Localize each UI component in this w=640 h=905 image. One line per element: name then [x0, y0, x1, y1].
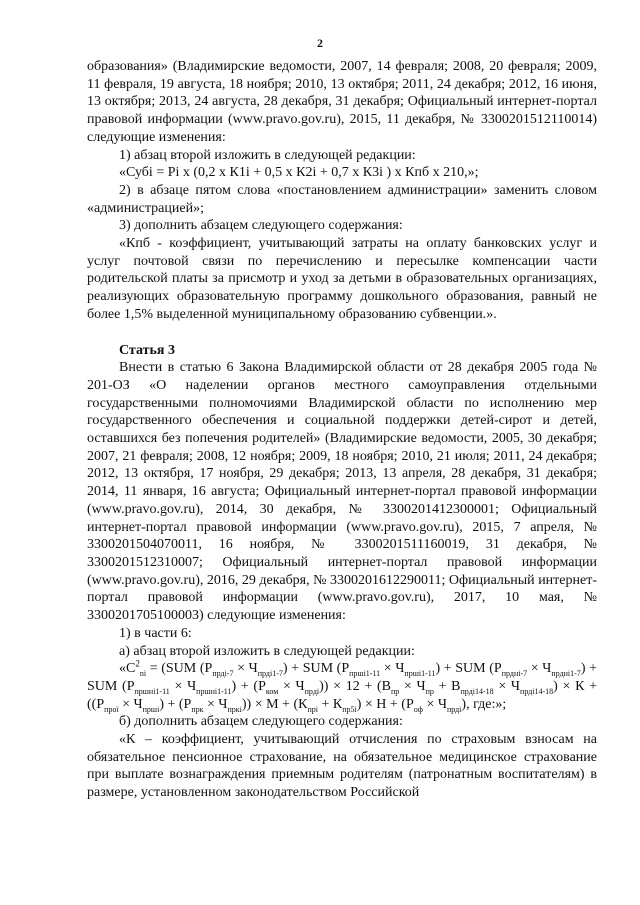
page-number: 2 [317, 36, 323, 50]
article3-item1a: а) абзац второй изложить в следующей редакции: [119, 643, 415, 659]
article3-item1b: б) дополнить абзацем следующего содержания: [119, 714, 403, 730]
article3-intro: Внести в статью 6 Закона Владимирской области от 28 декабря 2005 года № 201-ОЗ «О наделении органов местного самоуправления отдельными государственными полномочиями Владимирской области по исполнению мер государственного обеспечения и социальной поддержки детей-сирот и детей, оставшихся без попечения родителей» (Владимирские ведомости, 2005, 30 декабря; 2007, 21 февраля; 2008, 12 ноября; 2009, 18 ноября; 2010, 21 июля; 2011, 24 декабря; 2012, 13 октября, 17 ноября, 29 декабря; 2013, 13 апреля, 28 декабря, 31 декабря; 2014, 11 января, 16 августа; Официальный интернет-портал правовой информации (www.pravo.gov.ru), 2014, 30 декабря, № 3300201412300001; Официальный интернет-портал правовой информации (www.pravo.gov.ru), 2015, 7 апреля, № 3300201504070011, 16 ноября, № 3300201511160019, 31 декабря, № 3300201512310007; Официальный интернет-портал правовой информации (www.pravo.gov.ru), 2016, 29 декабря, № 3300201612290011; Официальный интернет-портал правовой информации (www.pravo.gov.ru), 2017, 10 мая, № 3300201705100003) следующие изменения: [87, 360, 597, 624]
article3-heading: Статья 3 [119, 342, 175, 358]
article2-kpb-text: «Кпб - коэффициент, учитывающий затраты на оплату банковских услуг и услуг почтовой связи по перечислению и пересылке компенсации части родительской платы за присмотр и уход за детьми в образовательных организациях, реализующих образовательную программу дошкольного образования, равный не более 1,5% выделенной муниципальному образованию субвенции.». [87, 236, 597, 322]
article3-item1: 1) в части 6: [119, 625, 192, 641]
article2-intro: образования» (Владимирские ведомости, 2007, 14 февраля; 2008, 20 февраля; 2009, 11 февраля, 19 августа, 18 ноября; 2010, 13 октября; 2011, 24 декабря; 2012, 16 июня, 13 октября; 2013, 24 августа, 28 декабря, 31 декабря; Официальный интернет-портал правовой информации (www.pravo.gov.ru), 2015, 11 декабря, № 3300201512110014) следующие изменения: [87, 59, 597, 145]
article2-formula: «Субі = Рі х (0,2 х К1і + 0,5 х К2і + 0,7 х К3і ) х Кпб х 210,»; [119, 165, 479, 181]
article2-item3: 3) дополнить абзацем следующего содержания: [119, 218, 403, 234]
document-body [87, 58, 597, 802]
article2-item2: 2) в абзаце пятом слова «постановлением администрации» заменить словом «администрацией»; [87, 182, 597, 216]
article3-k-text: «К – коэффициент, учитывающий отчисления по страховым взносам на обязательное пенсионное страхование, на обязательное медицинское страхование при выплате вознаграждения приемным родителям (патронатным воспитателям) в размере, установленном законодательством Российской [87, 732, 597, 801]
article3-formula: «$C^2_{ni} = (SUM$ $(Р_{прді-7} \times Ч_{прді1-7})$ + SUM $(Р_{прші1-11} \times Ч_{прші1-11})$ + SUM $(Р_{прдні-7} \times Ч_{прдні1-7})$ + SUM $(Р_{пршні1-11} \times Ч_{пршні1-11}) + (Р_{ком} \times Ч_{прді})) \times 12 + (В_{пр} \times Ч_{пр} + В_{прді14-18} \times Ч_{прді14-18}) \times К + ((Р_{прої} \times Ч_{прші}) + (Р_{прк} \times Ч_{пркі})) \times М + (К_{прі} + К_{пр5і}) \times Н + (Р_{оф} \times Ч_{прді})$, где:»; [87, 658, 598, 714]
article2-item1: 1) абзац второй изложить в следующей редакции: [119, 147, 416, 163]
